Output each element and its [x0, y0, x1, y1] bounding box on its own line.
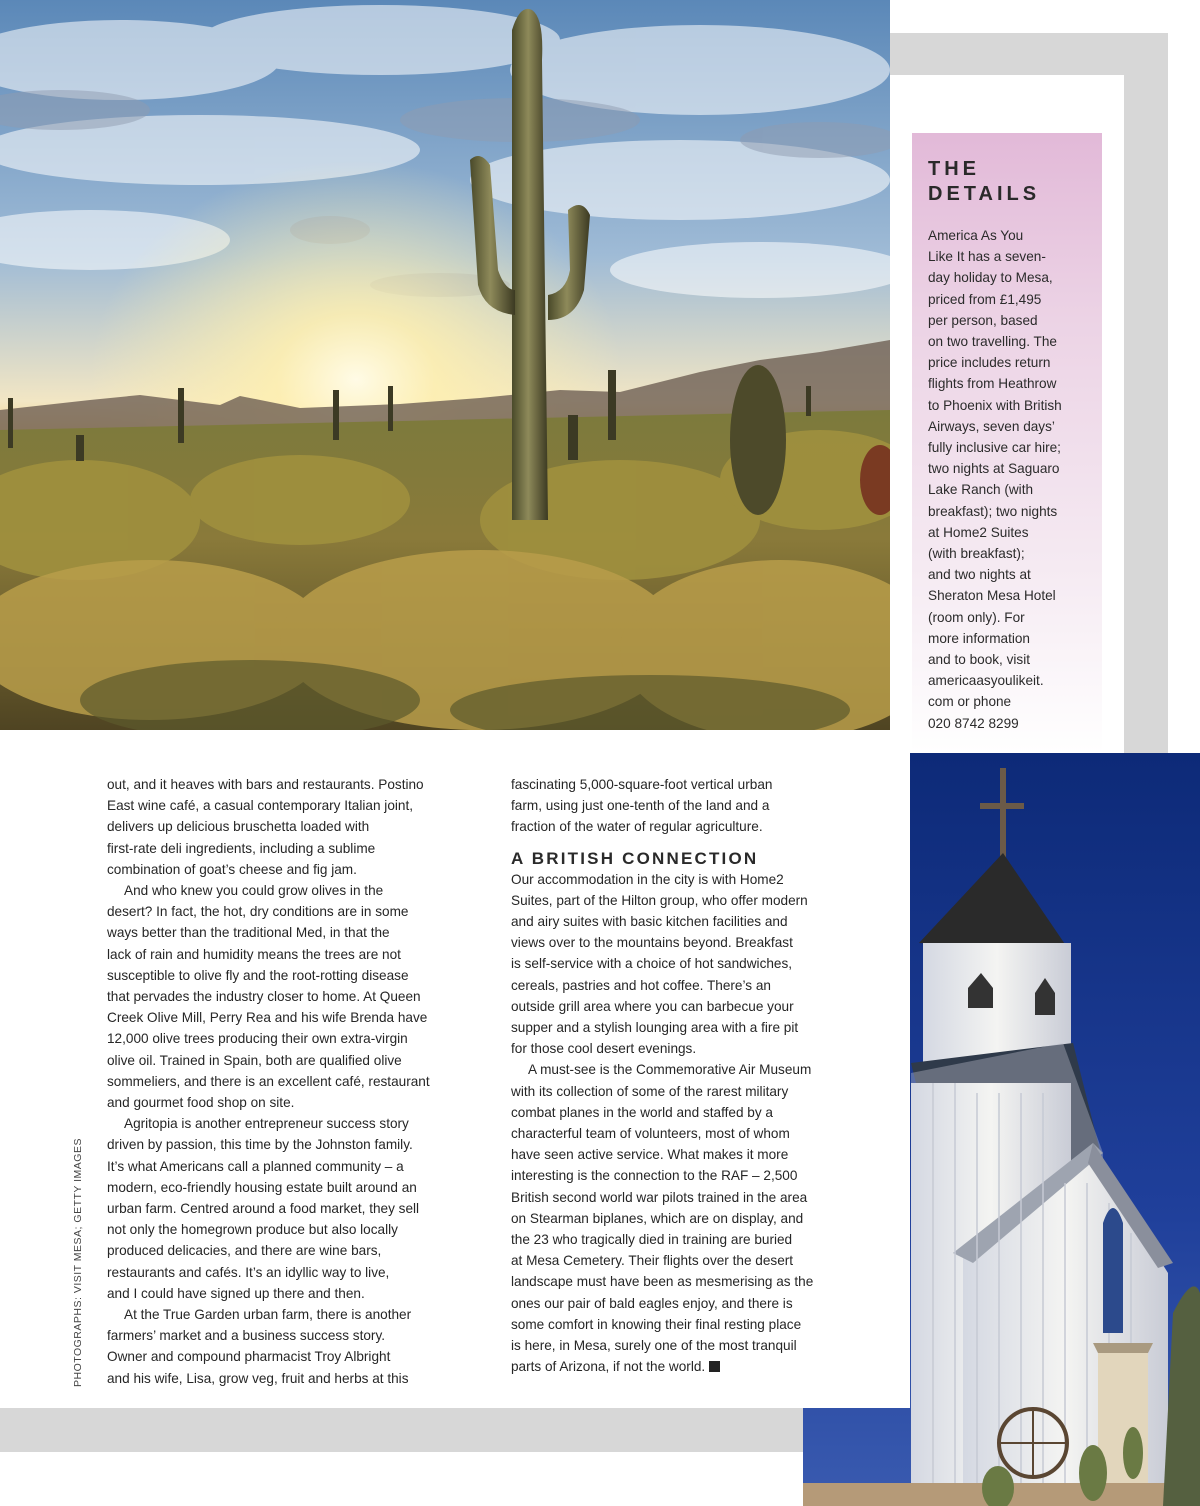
text-line: sommeliers, and there is an excellent café, restaurant — [107, 1073, 430, 1089]
details-line: (with breakfast); — [928, 546, 1025, 562]
details-line: fully inclusive car hire; — [928, 440, 1061, 456]
text-line: not only the homegrown produce but also locally — [107, 1222, 398, 1238]
text-line: urban farm. Centred around a food market, they sell — [107, 1201, 420, 1217]
details-line: Sheraton Mesa Hotel — [928, 588, 1056, 604]
text-line: British second world war pilots trained in the area — [511, 1189, 808, 1205]
decorative-bottom-band — [0, 1408, 910, 1452]
details-line: breakfast); two nights — [928, 503, 1058, 519]
text-line: characterful team of volunteers, most of whom — [511, 1126, 790, 1142]
text-line: Suites, part of the Hilton group, who offer modern — [511, 892, 808, 908]
details-line: at Home2 Suites — [928, 524, 1029, 540]
details-line: to Phoenix with British — [928, 397, 1062, 413]
details-line: priced from £1,495 — [928, 291, 1042, 307]
text-line: first-rate deli ingredients, including a sublime — [107, 840, 376, 856]
details-line: more information — [928, 630, 1030, 646]
text-line: lack of rain and humidity means the trees are not — [107, 946, 401, 962]
text-line: desert? In fact, the hot, dry conditions are in some — [107, 904, 409, 920]
text-line: supper and a stylish lounging area with a fire pit — [511, 1020, 799, 1036]
details-heading-line: THE — [928, 158, 980, 180]
text-line: East wine café, a casual contemporary Italian joint, — [107, 798, 414, 814]
text-line: produced delicacies, and there are wine bars, — [107, 1243, 382, 1259]
text-line: restaurants and cafés. It’s an idyllic way to live, — [107, 1264, 390, 1280]
text-line: combination of goat’s cheese and fig jam. — [107, 861, 357, 877]
details-heading-line: DETAILS — [928, 183, 1041, 205]
text-line: out, and it heaves with bars and restaurants. Postino — [107, 777, 424, 792]
text-line: fraction of the water of regular agriculture. — [511, 819, 763, 835]
text-line: At the True Garden urban farm, there is another — [124, 1307, 412, 1323]
details-line: on two travelling. The — [928, 334, 1057, 350]
photo-credit: PHOTOGRAPHS: VISIT MESA; GETTY IMAGES — [72, 1138, 84, 1387]
text-line: Our accommodation in the city is with Home2 — [511, 871, 784, 887]
details-line: two nights at Saguaro — [928, 461, 1060, 477]
details-line: (room only). For — [928, 609, 1025, 625]
text-line: interesting is the connection to the RAF – 2,500 — [511, 1168, 798, 1184]
text-line: driven by passion, this time by the Johnston family. — [107, 1137, 413, 1153]
text-line: on Stearman biplanes, which are on display, and — [511, 1210, 804, 1226]
details-line: America As You — [928, 228, 1024, 243]
text-line: susceptible to olive fly and the root-rotting disease — [107, 967, 409, 983]
text-line: cereals, pastries and hot coffee. There’s an — [511, 977, 771, 993]
text-line: and I could have signed up there and then. — [107, 1285, 365, 1301]
text-line: views over to the mountains beyond. Breakfast — [511, 935, 793, 951]
details-line: Airways, seven days’ — [928, 418, 1055, 434]
text-line: farm, using just one-tenth of the land and a — [511, 798, 770, 814]
text-line-last-content: parts of Arizona, if not the world. — [511, 1359, 706, 1375]
article-column-2 — [511, 774, 876, 1377]
details-heading — [928, 157, 1086, 207]
text-line: modern, eco-friendly housing estate built around an — [107, 1179, 417, 1195]
text-line: and airy suites with basic kitchen facilities and — [511, 914, 788, 930]
text-line: and gourmet food shop on site. — [107, 1095, 295, 1111]
details-line: price includes return — [928, 355, 1051, 371]
text-line: And who knew you could grow olives in the — [124, 883, 384, 899]
text-line: combat planes in the world and staffed by a — [511, 1104, 773, 1120]
text-line: have seen active service. What makes it more — [511, 1147, 789, 1163]
text-line: landscape must have been as mesmerising as the — [511, 1274, 814, 1290]
details-line: com or phone — [928, 694, 1012, 710]
text-line: that pervades the industry closer to home. At Queen — [107, 989, 421, 1005]
details-line: day holiday to Mesa, — [928, 270, 1053, 286]
text-line: Owner and compound pharmacist Troy Albright — [107, 1349, 391, 1365]
article-body — [0, 730, 910, 1408]
text-line: ways better than the traditional Med, in that the — [107, 925, 390, 941]
text-line: for those cool desert evenings. — [511, 1041, 697, 1057]
text-line: fascinating 5,000-square-foot vertical urban — [511, 777, 773, 792]
text-line: 12,000 olive trees producing their own extra-virgin — [107, 1031, 408, 1047]
details-body — [928, 225, 1086, 734]
text-line: delivers up delicious bruschetta loaded with — [107, 819, 370, 835]
text-line: is here, in Mesa, surely one of the most tranquil — [511, 1338, 797, 1354]
text-line: Agritopia is another entrepreneur success story — [124, 1116, 409, 1132]
text-line: outside grill area where you can barbecue your — [511, 998, 794, 1014]
text-line-last — [511, 1356, 876, 1377]
text-line: olive oil. Trained in Spain, both are qualified olive — [107, 1052, 402, 1068]
details-line: and two nights at — [928, 567, 1031, 583]
text-line: with its collection of some of the rarest military — [511, 1083, 789, 1099]
text-line: is self-service with a choice of hot sandwiches, — [511, 956, 793, 972]
details-line: 020 8742 8299 — [928, 715, 1019, 731]
details-line: and to book, visit — [928, 652, 1031, 668]
text-line: at Mesa Cemetery. Their flights over the desert — [511, 1253, 794, 1269]
article-column-1 — [107, 774, 492, 1389]
text-line: A must-see is the Commemorative Air Museum — [528, 1062, 812, 1078]
details-line: Like It has a seven- — [928, 249, 1046, 265]
text-line: some comfort in knowing their final resting place — [511, 1316, 802, 1332]
text-line: farmers’ market and a business success story. — [107, 1328, 386, 1344]
section-subheading: A BRITISH CONNECTION — [511, 848, 759, 868]
details-line: Lake Ranch (with — [928, 482, 1034, 498]
text-line: It’s what Americans call a planned community – a — [107, 1158, 404, 1174]
details-line: americaasyoulikeit. — [928, 673, 1044, 689]
desert-saguaro-photo — [0, 0, 890, 730]
text-line: the 23 who tragically died in training are buried — [511, 1232, 793, 1248]
text-line: and his wife, Lisa, grow veg, fruit and herbs at this — [107, 1370, 409, 1386]
details-sidebar — [912, 133, 1102, 753]
details-line: per person, based — [928, 312, 1038, 328]
text-line: Creek Olive Mill, Perry Rea and his wife Brenda have — [107, 1010, 428, 1026]
end-of-article-mark — [709, 1361, 720, 1372]
text-line: ones our pair of bald eagles enjoy, and there is — [511, 1295, 793, 1311]
details-line: flights from Heathrow — [928, 376, 1057, 392]
